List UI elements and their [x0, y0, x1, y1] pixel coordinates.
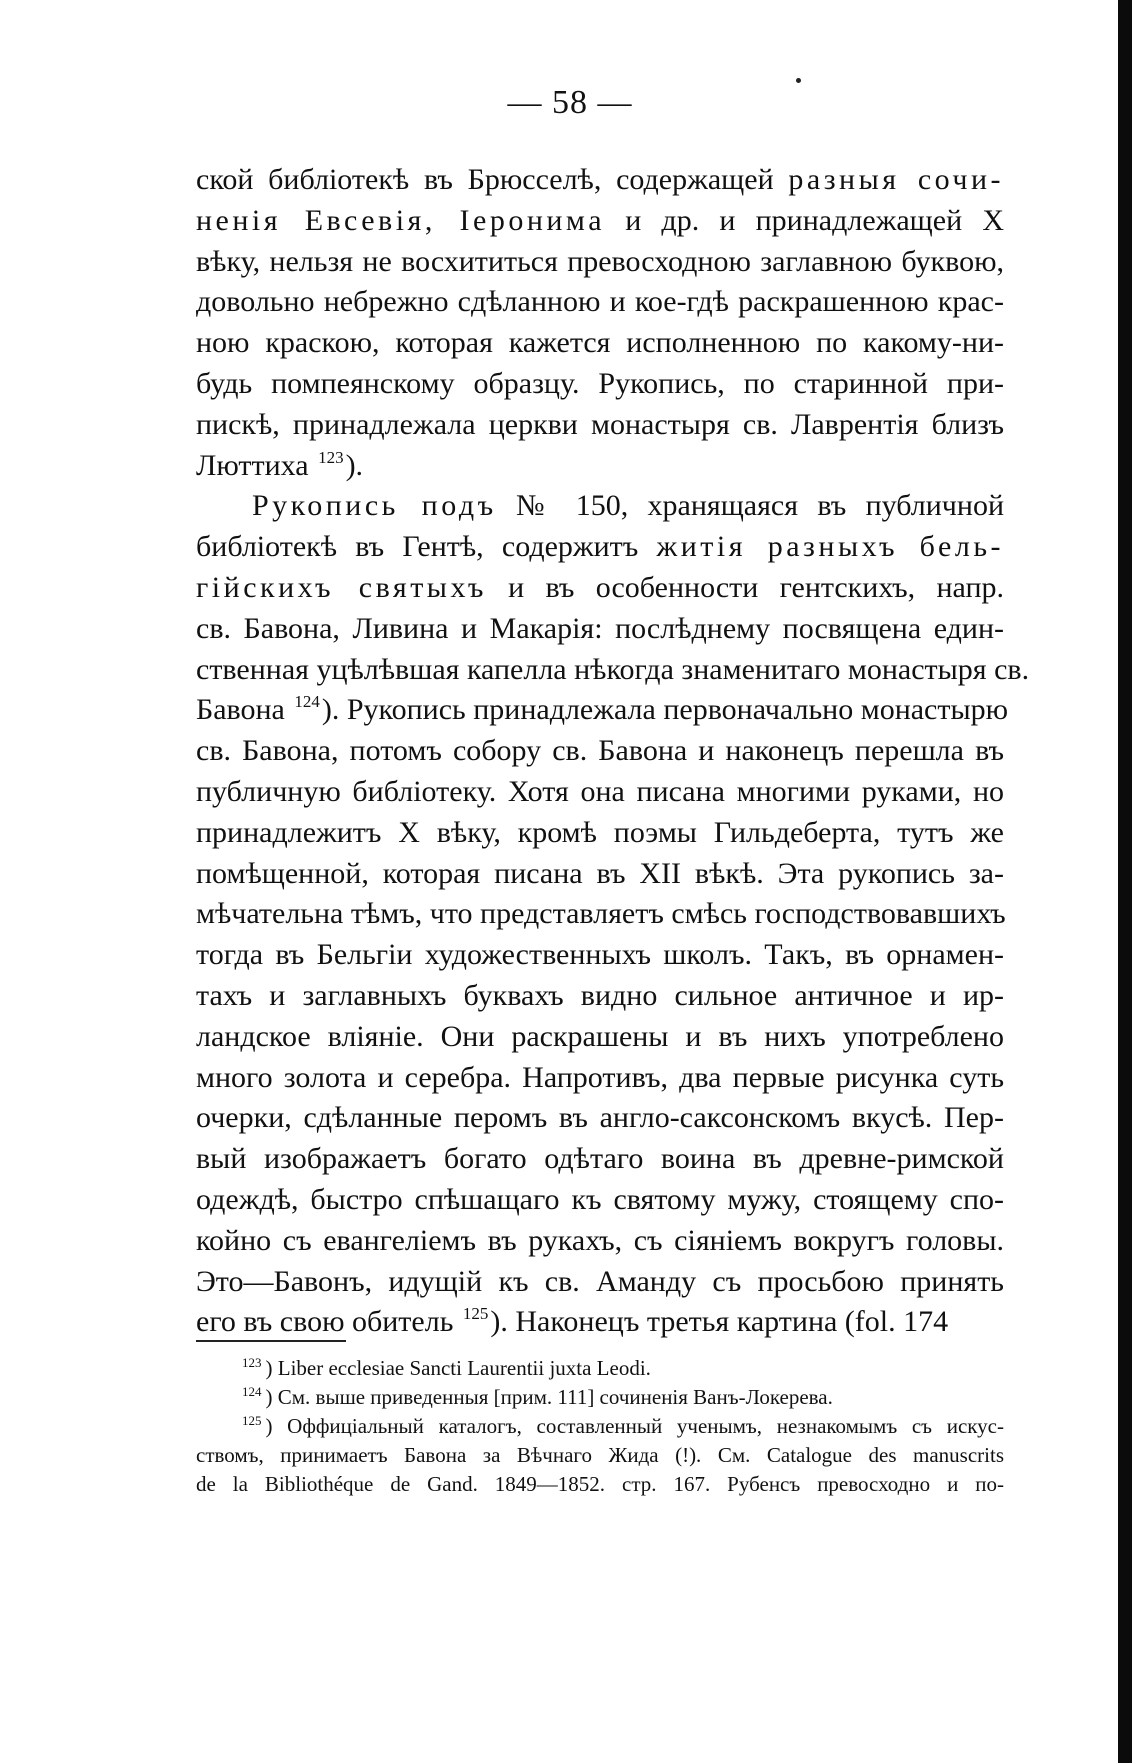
text-line: [196, 1017, 1004, 1058]
text-line: [196, 1221, 1004, 1262]
text-line: [196, 1139, 1004, 1180]
footnote-line: [196, 1441, 1004, 1470]
text-segment: ) См. выше приведенныя [прим. 111] сочиненія Ванъ-Локерева.: [265, 1385, 833, 1409]
text-segment: много золота и серебра. Напротивъ, два первые рисунка суть: [196, 1060, 1004, 1094]
text-segment: св. Бавона, потомъ собору св. Бавона и наконецъ перешла въ: [196, 734, 1004, 768]
text-segment: ственная уцѣлѣвшая капелла нѣкогда знаменитаго монастыря св.: [196, 652, 1030, 686]
text-line: [196, 894, 1004, 935]
footnote-line: [196, 1383, 1004, 1412]
text-line: [196, 282, 1004, 323]
text-segment: библіотекѣ въ Гентѣ, содержитъ: [196, 530, 657, 564]
text-segment: ландское вліяніе. Они раскрашены и въ нихъ употреблено: [196, 1019, 1004, 1053]
text-segment: de la Bibliothéque de Gand. 1849—1852. стр. 167. Рубенсъ превосходно и по-: [196, 1472, 1004, 1496]
text-segment: одеждѣ, быстро спѣшащаго къ святому мужу, стоящему спо-: [196, 1182, 1004, 1216]
text-segment: ) Оффиціальный каталогъ, составленный ученымъ, незнакомымъ съ искус-: [265, 1414, 1004, 1438]
text-line: [196, 1262, 1004, 1303]
text-line: [196, 731, 1004, 772]
text-line: [196, 1098, 1004, 1139]
text-segment: ). Рукопись принадлежала первоначально монастырю: [321, 693, 1009, 727]
text-line: [196, 1302, 1004, 1343]
text-line: [196, 976, 1004, 1017]
text-line: [196, 486, 1004, 527]
text-line: [196, 405, 1004, 446]
scan-edge-shadow: [1118, 0, 1132, 1763]
text-segment: ). Наконецъ третья картина (fol. 174: [490, 1305, 949, 1339]
text-segment: вый изображаетъ богато одѣтаго воина въ древне-римской: [196, 1142, 1004, 1176]
text-line: [196, 650, 1030, 691]
text-line: [196, 160, 1004, 201]
scan-speck: [796, 78, 801, 83]
footnote-separator: [196, 1340, 346, 1342]
text-segment: очерки, сдѣланные перомъ въ англо-саксонскомъ вкусѣ. Пер-: [196, 1101, 1004, 1135]
body-text: [196, 160, 1030, 1343]
text-segment: № 150, хранящаяся въ публичной: [496, 489, 1005, 523]
text-segment: Люттиха: [196, 448, 317, 482]
text-line: [196, 446, 1004, 487]
spaced-emphasis: ненія Евсевія, Іеронима: [196, 203, 606, 237]
text-line: [196, 364, 1004, 405]
text-line: [196, 568, 1004, 609]
text-segment: ною краскою, которая кажется исполненною по какому-ни-: [196, 326, 1004, 360]
spaced-emphasis: разныя сочи-: [788, 163, 1004, 196]
text-segment: помѣщенной, которая писана въ XII вѣкѣ. Эта рукопись за-: [196, 856, 1004, 890]
text-line: [196, 772, 1004, 813]
spaced-emphasis: житія разныхъ бель-: [656, 530, 1005, 564]
footnotes: [196, 1354, 1004, 1499]
text-segment: ской библіотекѣ въ Брюсселѣ, содержащей: [196, 163, 789, 196]
text-segment: св. Бавона, Ливина и Макарія: послѣднему посвящена един-: [196, 611, 1004, 645]
text-line: [196, 935, 1004, 976]
text-segment: принадлежитъ X вѣку, кромѣ поэмы Гильдеберта, тутъ же: [196, 815, 1004, 849]
text-line: [196, 242, 1004, 283]
text-segment: ).: [345, 448, 364, 482]
text-segment: довольно небрежно сдѣланною и кое-гдѣ раскрашенною крас-: [196, 285, 1004, 319]
footnote-reference: 124: [242, 1384, 262, 1399]
footnote-line: [196, 1470, 1004, 1499]
page-number: — 58 —: [507, 84, 633, 121]
text-segment: вѣку, нельзя не восхититься превосходною заглавною буквою,: [196, 244, 1004, 278]
text-segment: ) Liber ecclesiae Sancti Laurentii juxta Leodi.: [265, 1356, 651, 1380]
text-segment: и др. и принадлежащей X: [605, 203, 1004, 237]
text-segment: Бавона: [196, 693, 293, 727]
text-segment: пискѣ, принадлежала церкви монастыря св. Лаврентія близъ: [196, 407, 1004, 441]
text-segment: ствомъ, принимаетъ Бавона за Вѣчнаго Жида (!). См. Catalogue des manuscrits: [196, 1443, 1004, 1467]
text-segment: мѣчательна тѣмъ, что представляетъ смѣсь господствовавшихъ: [196, 897, 1006, 931]
footnote-reference: 125: [242, 1413, 262, 1428]
footnote-reference: 123: [318, 447, 344, 467]
footnote-line: [196, 1354, 1004, 1383]
text-line: [196, 527, 1004, 568]
text-line: [196, 201, 1004, 242]
text-segment: тогда въ Бельгіи художественныхъ школъ. Такъ, въ орнамен-: [196, 938, 1004, 972]
text-segment: будь помпеянскому образцу. Рукопись, по старинной при-: [196, 366, 1004, 400]
text-segment: его въ свою обитель: [196, 1305, 461, 1339]
spaced-emphasis: гійскихъ святыхъ: [196, 570, 487, 604]
text-line: [196, 1180, 1004, 1221]
text-segment: койно съ евангеліемъ въ рукахъ, съ сіяніемъ вокругъ головы.: [196, 1223, 1004, 1257]
footnote-reference: 123: [242, 1355, 262, 1370]
footnote-line: [196, 1412, 1004, 1441]
text-line: [196, 609, 1004, 650]
text-segment: публичную библіотеку. Хотя она писана многими руками, но: [196, 774, 1004, 808]
text-line: [196, 1058, 1004, 1099]
spaced-emphasis: Рукопись подъ: [252, 489, 497, 523]
footnote-reference: 124: [294, 692, 320, 712]
text-segment: Это—Бавонъ, идущій къ св. Аманду съ просьбою принять: [196, 1264, 1004, 1298]
footnote-reference: 125: [462, 1304, 489, 1324]
text-line: [196, 323, 1004, 364]
text-segment: тахъ и заглавныхъ буквахъ видно сильное античное и ир-: [196, 978, 1004, 1012]
text-line: [196, 854, 1004, 895]
text-line: [196, 690, 1009, 731]
text-line: [196, 813, 1004, 854]
text-segment: и въ особенности гентскихъ, напр.: [486, 570, 1005, 604]
